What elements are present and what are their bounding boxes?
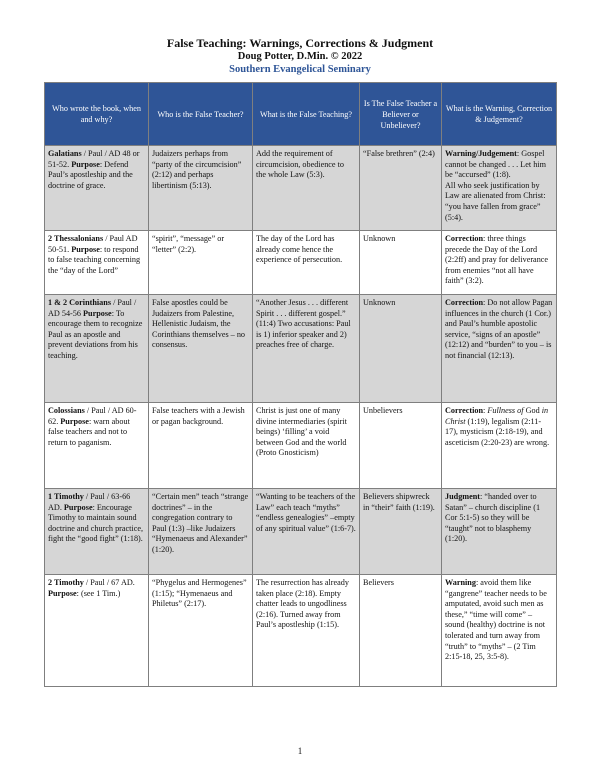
false-teaching-table [44, 82, 557, 687]
cell-book [45, 489, 149, 575]
warning-label: Warning/Judgement [445, 149, 517, 158]
purpose-text: : Defend Paul’s apostleship and the doctrine of grace. [48, 159, 133, 190]
purpose-label: Purpose [71, 159, 100, 169]
cell-warning [442, 146, 557, 231]
book-info: / Paul / 67 AD. [83, 578, 135, 587]
cell-warning [442, 231, 557, 295]
cell-warning [442, 295, 557, 403]
warning-text: : avoid them like “gangrene” teacher needs to be amputated, avoid such men as these,” “time will come” – sound (healthy) doctrine is not tolerated and turn away from “truth” to “myths” – (2 Tim 2:15-18, 25, 3:5-8). [445, 578, 547, 662]
warning-label: Correction [445, 406, 484, 415]
book-name: 2 Timothy [48, 578, 84, 587]
cell-book [45, 231, 149, 295]
table-header-row [45, 83, 557, 146]
warning-label: Correction [445, 234, 484, 243]
cell-teacher: “Phygelus and Hermogenes” (1:15); “Hymenaeus and Philetus” (2:17). [149, 575, 253, 687]
book-info: / Paul / AD 48 or 51-52. [48, 149, 140, 169]
cell-book [45, 403, 149, 489]
document-title: False Teaching: Warnings, Corrections & Judgment [166, 36, 434, 50]
warning-text: (1:19), legalism (2:11-17), mysticism (2:18-19), and asceticism (2:20-23) are wrong. [445, 416, 550, 447]
book-name: Galatians [48, 149, 82, 158]
warning-mid: God [523, 406, 542, 415]
document-header [0, 36, 600, 76]
cell-teaching: Christ is just one of many divine intermediaries (spirit beings) ‘filling’ a void between God and the world (Proto Gnosticism) [253, 403, 360, 489]
table-row [45, 575, 557, 687]
warning-text: : three things precede the Day of the Lord (2:2ff) and pray for deliverance from enemies “not all have faith” (3:2). [445, 234, 549, 286]
book-name: 2 Thessalonians [48, 234, 104, 243]
cell-teaching: “Another Jesus . . . different Spirit . . . different gospel.” (11:4) Two accusations: Paul is 1) inferior speaker and 2) preaches free of charge. [253, 295, 360, 403]
table-row [45, 231, 557, 295]
cell-warning [442, 403, 557, 489]
cell-teaching: Add the requirement of circumcision, obedience to the whole Law (5:3). [253, 146, 360, 231]
warning-text: : Gospel cannot be changed . . . Let him be “accursed” (1:8). [445, 149, 546, 180]
cell-book [45, 146, 149, 231]
column-header-teacher: Who is the False Teacher? [149, 83, 253, 146]
cell-believer: “False brethren” (2:4) [360, 146, 442, 231]
book-name: 1 Timothy [48, 492, 84, 501]
column-header-believer: Is The False Teacher a Believer or Unbeliever? [360, 83, 442, 146]
warning-text: : Do not allow Pagan influences in the church (1 Cor.) and Paul’s humble apostolic service, “signs of an apostle” (12:12) and “burden” to you – is not financial (12:13). [445, 298, 553, 360]
purpose-text: : To encourage them to recognize Paul as an apostle and prevent deviations from his teaching. [48, 308, 143, 360]
purpose-text: : warn about false teachers and not to return to paganism. [48, 416, 130, 447]
cell-believer: Believers shipwreck in “their” faith (1:19). [360, 489, 442, 575]
column-header-teaching: What is the False Teaching? [253, 83, 360, 146]
cell-teaching: “Wanting to be teachers of the Law” each teach “myths” “endless genealogies” –empty of any spiritual value” (1:6-7). [253, 489, 360, 575]
column-header-warning: What is the Warning, Correction & Judgement? [442, 83, 557, 146]
book-info: / Paul / AD 54-56 [48, 298, 137, 318]
purpose-label: Purpose [60, 416, 89, 426]
cell-believer: Believers [360, 575, 442, 687]
cell-teacher: “spirit”, “message” or “letter” (2:2). [149, 231, 253, 295]
warning-label: Warning [445, 578, 476, 587]
cell-warning [442, 489, 557, 575]
purpose-label: Purpose [63, 502, 93, 512]
cell-teacher: Judaizers perhaps from “party of the circumcision” (2:12) and perhaps libertinism (5:13). [149, 146, 253, 231]
warning-text-2: All who seek justification by Law are alienated from Christ: “you have fallen from grace” (5:4). [445, 180, 546, 222]
cell-book [45, 295, 149, 403]
cell-teaching: The day of the Lord has already come hence the experience of persecution. [253, 231, 360, 295]
cell-teacher: False teachers with a Jewish or pagan background. [149, 403, 253, 489]
table-row [45, 146, 557, 231]
book-info: / Paul / 63-66 AD. [48, 492, 131, 512]
cell-believer: Unbelievers [360, 403, 442, 489]
warning-italic-1: Fullness of [487, 406, 524, 415]
warning-label: Judgment [445, 492, 481, 501]
cell-teacher: “Certain men” teach “strange doctrines” – in the congregation contrary to Paul (1:3) –like Judaizers “Hymenaeus and Alexander” (1:20). [149, 489, 253, 575]
book-info: / Paul / AD 60-62. [48, 406, 137, 426]
purpose-text: : to respond to false teaching concerning the “day of the Lord” [48, 244, 141, 275]
purpose-label: Purpose [83, 308, 112, 318]
warning-label: Correction [445, 298, 484, 307]
purpose-label: Purpose [48, 588, 77, 598]
document-organization: Southern Evangelical Seminary [229, 64, 371, 75]
warning-text: : “handed over to Satan” – church discipline (1 Cor 5:1-5) so they will be “taught” not to blasphemy (1:20). [445, 492, 541, 544]
column-header-author: Who wrote the book, when and why? [45, 83, 149, 146]
warning-italic-2: in Christ [445, 406, 549, 426]
book-name: 1 & 2 Corinthians [48, 298, 112, 307]
book-info: / Paul AD 50-51. [48, 234, 138, 254]
table-row [45, 403, 557, 489]
book-name: Colossians [48, 406, 85, 415]
cell-warning [442, 575, 557, 687]
cell-teacher: False apostles could be Judaizers from Palestine, Hellenistic Judaism, the Corinthians themselves – no consensus. [149, 295, 253, 403]
table-row [45, 295, 557, 403]
cell-believer: Unknown [360, 231, 442, 295]
warning-prefix: : [483, 406, 488, 415]
document-author: Doug Potter, D.Min. © 2022 [237, 51, 363, 62]
purpose-label: Purpose [71, 244, 100, 254]
cell-believer: Unknown [360, 295, 442, 403]
purpose-text: : Encourage Timothy to maintain sound doctrine and church practice, fight the “good fight” (1:18). [48, 502, 144, 544]
cell-book [45, 575, 149, 687]
page-number: 1 [297, 746, 303, 756]
purpose-text: : (see 1 Tim.) [76, 588, 121, 598]
table-row [45, 489, 557, 575]
cell-teaching: The resurrection has already taken place (2:18). Empty chatter leads to ungodliness (2:16). Turned away from Paul’s apostleship (1:15). [253, 575, 360, 687]
